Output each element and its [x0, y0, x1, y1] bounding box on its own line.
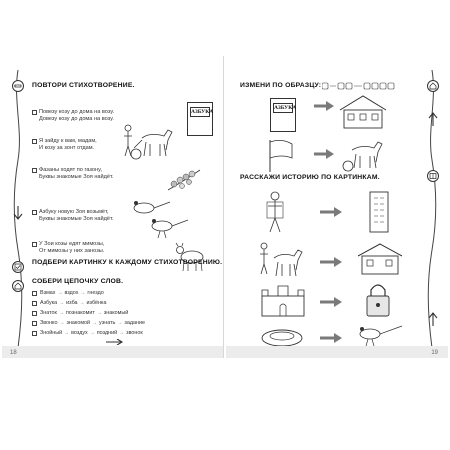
arrow-right-icon	[320, 206, 342, 218]
section-title-word-chain: СОБЕРИ ЦЕПОЧКУ СЛОВ.	[32, 278, 124, 285]
poem-stanza-2	[39, 138, 97, 152]
page-footer	[226, 346, 448, 358]
arrow-right-icon	[106, 339, 124, 345]
chain-word: Знаток	[40, 310, 57, 316]
chain-word: познакомит	[65, 310, 95, 316]
chain-word: знакомый	[103, 310, 129, 316]
poem-line: Буквы знакомые Зоя найдёт.	[39, 174, 114, 181]
chain-checkbox[interactable]	[32, 291, 37, 296]
arrow-right-icon	[320, 256, 342, 268]
chain-checkbox[interactable]	[32, 301, 37, 306]
chain-word: знакомой	[66, 320, 91, 326]
chain-checkbox[interactable]	[32, 331, 37, 336]
chain-arrow-icon: →	[80, 290, 86, 296]
nest-icon	[260, 328, 304, 348]
stanza-checkbox[interactable]	[32, 210, 37, 215]
chain-word: звонок	[126, 330, 143, 336]
word-chain-row	[32, 289, 104, 297]
house-icon	[338, 94, 388, 130]
poem-line: Я зайду к вам, мадам,	[39, 138, 97, 144]
workbook-spread	[0, 56, 450, 358]
section-title-match-picture: ПОДБЕРИ КАРТИНКУ К КАЖДОМУ СТИХОТВОРЕНИЮ.	[32, 259, 223, 266]
book-label: АЗБУКА	[191, 109, 214, 115]
left-page	[2, 56, 224, 358]
chain-arrow-icon: →	[64, 330, 70, 336]
chain-word: Азбука	[40, 300, 58, 306]
stanza-checkbox[interactable]	[32, 168, 37, 173]
poem-line: От мимозы у них занозы.	[39, 248, 105, 255]
page-footer	[2, 346, 223, 358]
stanza-checkbox[interactable]	[32, 139, 37, 144]
chain-word: задание	[124, 320, 145, 326]
poem-line: Буквы знакомые Зоя найдёт.	[39, 216, 114, 223]
pencil-icon	[12, 80, 24, 92]
word-chain-row	[32, 299, 107, 307]
boy-icon	[262, 190, 288, 234]
arrow-down-icon	[13, 206, 23, 220]
poem-line: Довезу козу до дома на возу.	[39, 116, 114, 123]
horse-cart-icon	[256, 240, 308, 282]
chain-word: узнать	[99, 320, 116, 326]
word-chain-row	[32, 319, 145, 327]
poem-line: У Зои козы едят мимозы,	[39, 241, 105, 247]
chain-checkbox[interactable]	[32, 311, 37, 316]
chain-arrow-icon: →	[117, 320, 123, 326]
word-chain-row	[32, 329, 143, 337]
house-icon	[356, 242, 404, 276]
arrow-right-icon	[314, 148, 334, 160]
stanza-checkbox[interactable]	[32, 242, 37, 247]
chain-word: поздний	[96, 330, 118, 336]
lock-icon	[364, 280, 392, 318]
poem-stanza-1	[39, 109, 114, 123]
chain-word: изба	[66, 300, 78, 306]
poem-stanza-3	[39, 167, 114, 181]
book-label: АЗБУКА	[274, 105, 297, 111]
horse-cart-icon	[120, 120, 182, 162]
poem-line: Азбуку новую Зоя возьмёт,	[39, 209, 109, 215]
chain-word: избёнка	[86, 300, 107, 306]
book-icon	[270, 98, 296, 132]
poem-line: И козу за зонт отдам.	[39, 145, 95, 152]
chain-word: воздух	[71, 330, 88, 336]
right-page	[226, 56, 448, 358]
castle-icon	[258, 282, 308, 318]
task-icon	[12, 261, 24, 273]
book-icon	[427, 170, 439, 182]
book-icon	[187, 102, 213, 136]
arrow-up-icon	[428, 312, 438, 326]
arrow-up-icon	[428, 112, 438, 126]
flag-icon	[266, 138, 296, 172]
arrow-right-icon	[320, 332, 342, 344]
chain-arrow-icon: →	[92, 320, 98, 326]
chain-arrow-icon: →	[59, 320, 65, 326]
chain-arrow-icon: →	[58, 310, 64, 316]
chain-arrow-icon: →	[57, 290, 63, 296]
page-number: 18	[10, 350, 17, 356]
horse-cart-icon	[342, 136, 390, 172]
house-icon	[12, 280, 24, 292]
chain-arrow-icon: →	[96, 310, 102, 316]
poem-stanza-4	[39, 209, 114, 223]
chain-arrow-icon: →	[59, 300, 65, 306]
word-chain-row	[32, 309, 128, 317]
arrow-right-icon	[320, 296, 342, 308]
poem-line: Повезу козу до дома на возу.	[39, 109, 115, 115]
chain-arrow-icon: →	[79, 300, 85, 306]
stanza-checkbox[interactable]	[32, 110, 37, 115]
chain-word: Знойный	[40, 330, 63, 336]
chain-arrow-icon: →	[89, 330, 95, 336]
pheasant-icon	[130, 194, 192, 240]
section-title-modify: ИЗМЕНИ ПО ОБРАЗЦУ:	[240, 82, 322, 89]
house-icon	[427, 80, 439, 92]
pheasant-icon	[354, 322, 404, 348]
chain-arrow-icon: →	[119, 330, 125, 336]
goat-icon	[174, 242, 208, 272]
chain-word: Звонко	[40, 320, 58, 326]
chain-checkbox[interactable]	[32, 321, 37, 326]
section-title-repeat-poem: ПОВТОРИ СТИХОТВОРЕНИЕ.	[32, 82, 135, 89]
building-icon	[364, 190, 394, 234]
chain-word: Взмах	[40, 290, 56, 296]
section-title-story: РАССКАЖИ ИСТОРИЮ ПО КАРТИНКАМ.	[240, 174, 380, 181]
mimosa-branch-icon	[162, 164, 206, 194]
arrow-right-icon	[314, 100, 334, 112]
chain-word: вздох	[64, 290, 79, 296]
chain-word: гнездо	[87, 290, 104, 296]
sample-pattern-icon	[322, 82, 426, 90]
page-number: 19	[431, 350, 438, 356]
poem-stanza-5	[39, 241, 104, 255]
poem-line: Фазаны ходят по газону,	[39, 167, 102, 173]
